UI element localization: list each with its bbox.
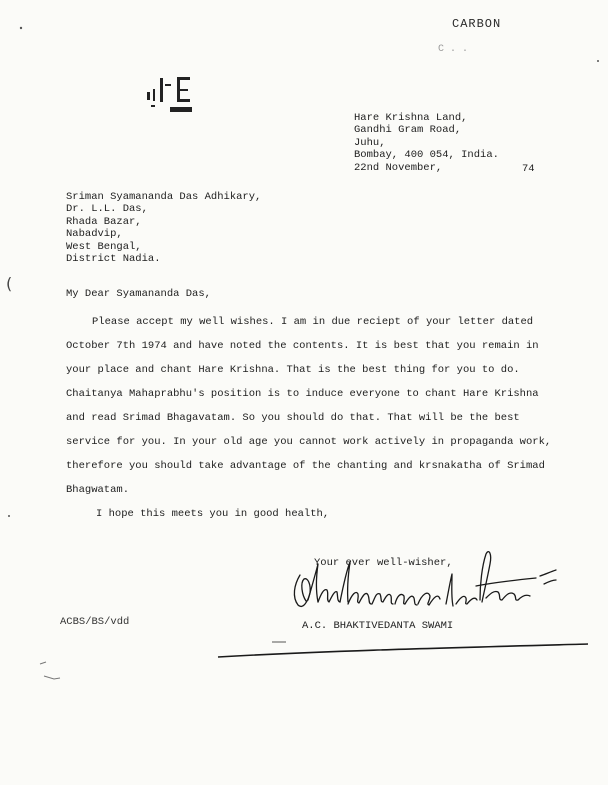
recipient-line: Sriman Syamananda Das Adhikary, <box>66 191 262 203</box>
reference-initials: ACBS/BS/vdd <box>60 616 130 628</box>
recipient-line: Nabadvip, <box>66 228 123 241</box>
body-line: service for you. In your old age you cannot work actively in propaganda work, <box>66 436 552 448</box>
body-line: your place and chant Hare Krishna. That is the best thing for you to do. <box>66 364 520 376</box>
body-line: therefore you should take advantage of the chanting and krsnakatha of Srimad <box>66 460 545 472</box>
recipient-line: District Nadia. <box>66 253 161 266</box>
body-line: Chaitanya Mahaprabhu's position is to induce everyone to chant Hare Krishna <box>66 388 539 400</box>
recipient-line: Rhada Bazar, <box>66 215 142 228</box>
letter-body <box>66 310 566 502</box>
recipient-line: Dr. L.L. Das, <box>66 203 148 216</box>
body-line: Bhagwatam. <box>66 484 130 496</box>
sender-address <box>354 112 499 174</box>
recipient-address <box>66 191 261 265</box>
valediction: Your ever well-wisher, <box>314 557 453 569</box>
body-line: and read Srimad Bhagavatam. So you should do that. That will be the best <box>66 412 520 424</box>
carbon-stamp: CARBON <box>452 17 502 31</box>
body-line: Please accept my well wishes. I am in due reciept of your letter dated <box>92 316 534 328</box>
body-line: October 7th 1974 and have noted the contents. It is best that you remain in <box>66 340 539 352</box>
faded-stamp-mark: C . . <box>438 44 469 55</box>
address-line: Hare Krishna Land, <box>354 112 468 124</box>
address-line: Gandhi Gram Road, <box>354 124 462 137</box>
signatory-name: A.C. BHAKTIVEDANTA SWAMI <box>302 620 454 632</box>
address-line: Juhu, <box>354 136 386 149</box>
letter-date-year: 74 <box>522 163 535 175</box>
recipient-line: West Bengal, <box>66 240 142 253</box>
letter-date: 22nd November, <box>354 161 443 174</box>
closing-line: I hope this meets you in good health, <box>96 508 330 520</box>
margin-mark: ( <box>6 274 13 293</box>
salutation: My Dear Syamananda Das, <box>66 288 211 300</box>
address-line: Bombay, 400 054, India. <box>354 149 499 162</box>
